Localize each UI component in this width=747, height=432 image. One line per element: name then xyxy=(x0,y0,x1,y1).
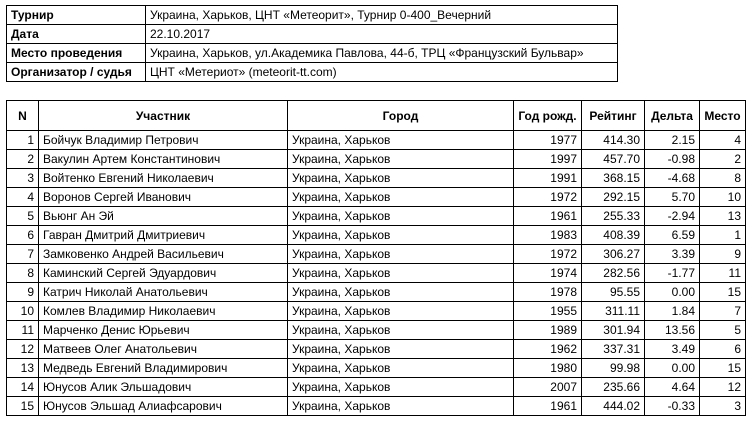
cell-participant: Комлев Владимир Николаевич xyxy=(39,302,288,321)
info-row xyxy=(7,25,618,44)
cell-city: Украина, Харьков xyxy=(288,131,514,150)
cell-place: 12 xyxy=(700,378,746,397)
tournament-info-table xyxy=(6,5,618,82)
cell-rating: 301.94 xyxy=(582,321,645,340)
cell-birth-year: 1962 xyxy=(514,340,582,359)
cell-rating: 292.15 xyxy=(582,188,645,207)
cell-birth-year: 1989 xyxy=(514,321,582,340)
cell-delta: 2.15 xyxy=(645,131,700,150)
info-row xyxy=(7,44,618,63)
cell-participant: Катрич Николай Анатольевич xyxy=(39,283,288,302)
cell-birth-year: 2007 xyxy=(514,378,582,397)
cell-n: 4 xyxy=(7,188,39,207)
cell-place: 2 xyxy=(700,150,746,169)
table-row xyxy=(7,169,746,188)
cell-participant: Вьюнг Ан Эй xyxy=(39,207,288,226)
cell-city: Украина, Харьков xyxy=(288,340,514,359)
info-label: Турнир xyxy=(7,6,146,25)
cell-city: Украина, Харьков xyxy=(288,207,514,226)
cell-delta: 3.39 xyxy=(645,245,700,264)
cell-birth-year: 1955 xyxy=(514,302,582,321)
cell-rating: 414.30 xyxy=(582,131,645,150)
cell-birth-year: 1991 xyxy=(514,169,582,188)
cell-n: 8 xyxy=(7,264,39,283)
cell-n: 15 xyxy=(7,397,39,416)
cell-n: 13 xyxy=(7,359,39,378)
cell-place: 1 xyxy=(700,226,746,245)
header-birth-year: Год рожд. xyxy=(514,101,582,131)
cell-place: 8 xyxy=(700,169,746,188)
cell-participant: Воронов Сергей Иванович xyxy=(39,188,288,207)
cell-n: 9 xyxy=(7,283,39,302)
table-row xyxy=(7,188,746,207)
cell-birth-year: 1978 xyxy=(514,283,582,302)
cell-rating: 99.98 xyxy=(582,359,645,378)
cell-rating: 444.02 xyxy=(582,397,645,416)
cell-participant: Юнусов Эльшад Алиафсарович xyxy=(39,397,288,416)
cell-place: 7 xyxy=(700,302,746,321)
cell-city: Украина, Харьков xyxy=(288,321,514,340)
cell-delta: 0.00 xyxy=(645,283,700,302)
cell-n: 7 xyxy=(7,245,39,264)
cell-city: Украина, Харьков xyxy=(288,150,514,169)
header-delta: Дельта xyxy=(645,101,700,131)
cell-rating: 408.39 xyxy=(582,226,645,245)
cell-delta: 13.56 xyxy=(645,321,700,340)
cell-place: 13 xyxy=(700,207,746,226)
cell-n: 5 xyxy=(7,207,39,226)
info-row xyxy=(7,6,618,25)
cell-city: Украина, Харьков xyxy=(288,264,514,283)
cell-n: 14 xyxy=(7,378,39,397)
cell-place: 10 xyxy=(700,188,746,207)
info-value: Украина, Харьков, ул.Академика Павлова, 44-б, ТРЦ «Французский Бульвар» xyxy=(146,44,618,63)
cell-place: 6 xyxy=(700,340,746,359)
table-row xyxy=(7,226,746,245)
header-place: Место xyxy=(700,101,746,131)
cell-participant: Матвеев Олег Анатольевич xyxy=(39,340,288,359)
info-label: Дата xyxy=(7,25,146,44)
table-row xyxy=(7,321,746,340)
header-participant: Участник xyxy=(39,101,288,131)
cell-place: 9 xyxy=(700,245,746,264)
info-value: 22.10.2017 xyxy=(146,25,618,44)
table-row xyxy=(7,207,746,226)
cell-n: 3 xyxy=(7,169,39,188)
info-value: ЦНТ «Метериот» (meteorit-tt.com) xyxy=(146,63,618,82)
cell-delta: 6.59 xyxy=(645,226,700,245)
cell-n: 11 xyxy=(7,321,39,340)
cell-participant: Марченко Денис Юрьевич xyxy=(39,321,288,340)
cell-participant: Медведь Евгений Владимирович xyxy=(39,359,288,378)
cell-delta: 1.84 xyxy=(645,302,700,321)
cell-place: 3 xyxy=(700,397,746,416)
info-label: Место проведения xyxy=(7,44,146,63)
cell-city: Украина, Харьков xyxy=(288,378,514,397)
cell-participant: Каминский Сергей Эдуардович xyxy=(39,264,288,283)
cell-rating: 337.31 xyxy=(582,340,645,359)
table-row xyxy=(7,302,746,321)
cell-delta: 0.00 xyxy=(645,359,700,378)
table-row xyxy=(7,150,746,169)
cell-birth-year: 1972 xyxy=(514,188,582,207)
cell-delta: 3.49 xyxy=(645,340,700,359)
cell-place: 11 xyxy=(700,264,746,283)
table-row xyxy=(7,264,746,283)
cell-delta: -0.98 xyxy=(645,150,700,169)
cell-delta: -4.68 xyxy=(645,169,700,188)
table-row xyxy=(7,359,746,378)
cell-participant: Юнусов Алик Эльшадович xyxy=(39,378,288,397)
cell-city: Украина, Харьков xyxy=(288,226,514,245)
cell-rating: 282.56 xyxy=(582,264,645,283)
cell-delta: 5.70 xyxy=(645,188,700,207)
results-table xyxy=(6,100,746,416)
cell-participant: Гавран Дмитрий Дмитриевич xyxy=(39,226,288,245)
cell-city: Украина, Харьков xyxy=(288,302,514,321)
cell-delta: -1.77 xyxy=(645,264,700,283)
cell-participant: Войтенко Евгений Николаевич xyxy=(39,169,288,188)
cell-birth-year: 1980 xyxy=(514,359,582,378)
table-row xyxy=(7,397,746,416)
cell-birth-year: 1983 xyxy=(514,226,582,245)
cell-delta: -2.94 xyxy=(645,207,700,226)
cell-birth-year: 1997 xyxy=(514,150,582,169)
table-row xyxy=(7,245,746,264)
cell-place: 4 xyxy=(700,131,746,150)
cell-birth-year: 1961 xyxy=(514,207,582,226)
cell-birth-year: 1961 xyxy=(514,397,582,416)
cell-city: Украина, Харьков xyxy=(288,283,514,302)
header-n: N xyxy=(7,101,39,131)
cell-birth-year: 1974 xyxy=(514,264,582,283)
info-label: Организатор / судья xyxy=(7,63,146,82)
cell-n: 1 xyxy=(7,131,39,150)
cell-n: 12 xyxy=(7,340,39,359)
cell-rating: 235.66 xyxy=(582,378,645,397)
cell-participant: Вакулин Артем Константинович xyxy=(39,150,288,169)
cell-rating: 95.55 xyxy=(582,283,645,302)
table-row xyxy=(7,283,746,302)
cell-rating: 306.27 xyxy=(582,245,645,264)
cell-rating: 311.11 xyxy=(582,302,645,321)
table-row xyxy=(7,378,746,397)
header-rating: Рейтинг xyxy=(582,101,645,131)
cell-city: Украина, Харьков xyxy=(288,245,514,264)
cell-n: 2 xyxy=(7,150,39,169)
cell-city: Украина, Харьков xyxy=(288,188,514,207)
cell-birth-year: 1977 xyxy=(514,131,582,150)
cell-rating: 457.70 xyxy=(582,150,645,169)
info-row xyxy=(7,63,618,82)
cell-rating: 255.33 xyxy=(582,207,645,226)
table-row xyxy=(7,131,746,150)
header-city: Город xyxy=(288,101,514,131)
cell-place: 15 xyxy=(700,359,746,378)
cell-birth-year: 1972 xyxy=(514,245,582,264)
cell-place: 5 xyxy=(700,321,746,340)
cell-delta: 4.64 xyxy=(645,378,700,397)
cell-n: 10 xyxy=(7,302,39,321)
cell-city: Украина, Харьков xyxy=(288,169,514,188)
table-row xyxy=(7,340,746,359)
info-value: Украина, Харьков, ЦНТ «Метеорит», Турнир 0-400_Вечерний xyxy=(146,6,618,25)
results-header-row xyxy=(7,101,746,131)
cell-rating: 368.15 xyxy=(582,169,645,188)
cell-city: Украина, Харьков xyxy=(288,397,514,416)
cell-place: 15 xyxy=(700,283,746,302)
cell-city: Украина, Харьков xyxy=(288,359,514,378)
cell-participant: Замковенко Андрей Васильевич xyxy=(39,245,288,264)
cell-n: 6 xyxy=(7,226,39,245)
cell-delta: -0.33 xyxy=(645,397,700,416)
cell-participant: Бойчук Владимир Петрович xyxy=(39,131,288,150)
